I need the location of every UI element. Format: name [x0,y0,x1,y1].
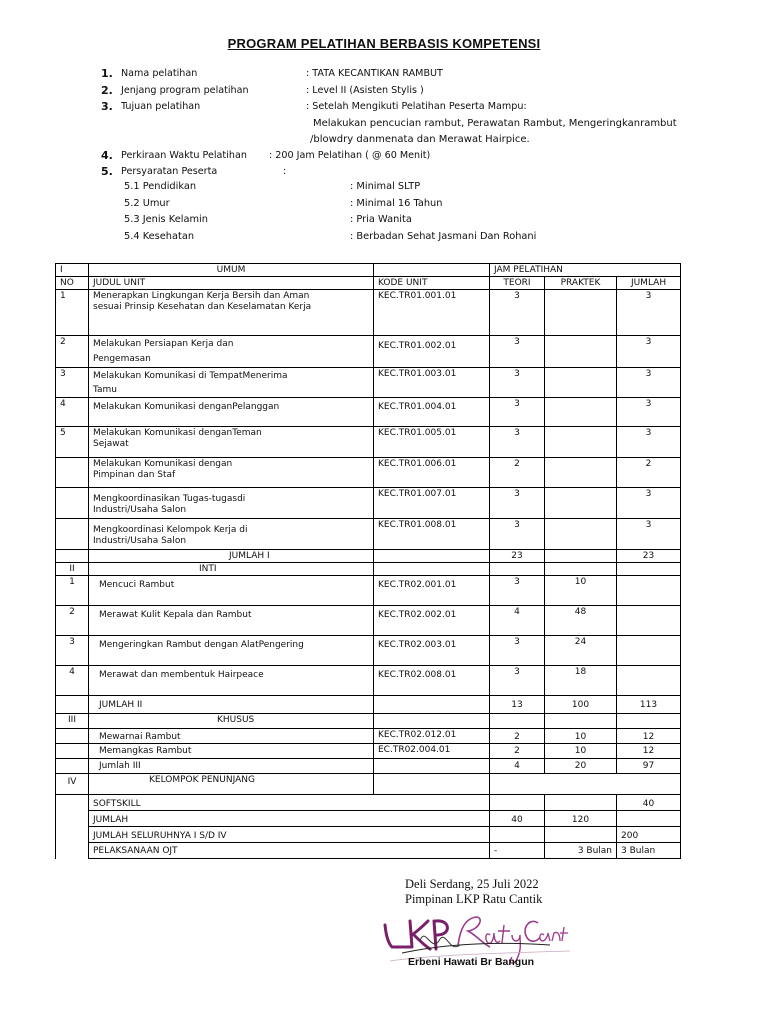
table-row [56,488,681,519]
section-number: III [56,714,89,729]
info-number: 3. [101,100,113,113]
summary-jumlah: 3 Bulan [617,843,681,859]
page-title: PROGRAM PELATIHAN BERBASIS KOMPETENSI [227,36,541,51]
table-row [56,427,681,458]
col-header-praktek: PRAKTEK [545,277,617,290]
persyaratan-value: : Minimal 16 Tahun [350,198,443,209]
row-teori: 4 [490,606,545,636]
row-teori: 3 [490,519,545,550]
row-teori: 3 [490,398,545,427]
info-value: : 200 Jam Pelatihan ( @ 60 Menit) [269,150,431,161]
row-jumlah: 12 [617,729,681,744]
info-item [101,66,701,82]
summary-praktek: 3 Bulan [545,843,617,859]
persyaratan-value: : Pria Wanita [350,214,412,225]
subtotal-jumlah: 23 [617,550,681,563]
persyaratan-label: 5.4 Kesehatan [124,231,195,242]
row-praktek: 10 [545,576,617,606]
subtotal-teori: 23 [490,550,545,563]
subtotal-row [56,550,681,563]
table-row [56,636,681,666]
row-no: 4 [56,398,89,427]
row-jumlah: 2 [617,458,681,488]
row-praktek [545,519,617,550]
info-item [101,99,701,115]
table-row [56,729,681,744]
row-judul: Melakukan Persiapan Kerja dan Pengemasan [89,336,374,368]
summary-teori [490,827,545,843]
row-praktek [545,427,617,458]
row-judul: Mengkoordinasi Kelompok Kerja di Industri/Usaha Salon [89,519,374,550]
section-title: INTI [89,563,374,576]
place-date: Deli Serdang, 25 Juli 2022 [405,877,539,891]
summary-teori: 40 [490,811,545,827]
row-teori: 3 [490,488,545,519]
row-praktek [545,488,617,519]
signatory-position: Pimpinan LKP Ratu Cantik [405,892,543,906]
row-teori: 3 [490,666,545,696]
info-item [101,164,701,180]
info-label: Perkiraan Waktu Pelatihan [121,150,247,161]
summary-label: JUMLAH SELURUHNYA I S/D IV [89,827,490,843]
row-praktek [545,290,617,336]
section-title: UMUM [89,264,374,277]
row-kode: KEC.TR02.008.01 [374,666,490,696]
subtotal-label: JUMLAH I [89,550,374,563]
row-judul: Melakukan Komunikasi denganPelanggan [89,398,374,427]
jam-pelatihan-header: JAM PELATIHAN [490,264,681,277]
subtotal-label: Jumlah III [89,759,374,774]
subtotal-jumlah: 113 [617,696,681,714]
row-kode: KEC.TR01.008.01 [374,519,490,550]
row-jumlah: 3 [617,336,681,368]
info-label: Persyaratan Peserta [121,166,218,177]
row-kode: KEC.TR01.003.01 [374,368,490,398]
info-value: : Setelah Mengikuti Pelatihan Peserta Mampu: [306,101,527,112]
row-jumlah: 3 [617,488,681,519]
summary-label: SOFTSKILL [89,795,490,811]
row-teori: 3 [490,368,545,398]
row-kode: EC.TR02.004.01 [374,744,490,759]
row-teori: 3 [490,576,545,606]
info-label: Tujuan pelatihan [121,101,201,112]
row-judul: Melakukan Komunikasi dengan Pimpinan dan Staf [89,458,374,488]
summary-row [56,795,681,811]
summary-row [56,811,681,827]
table-row [56,744,681,759]
row-judul: Mengkoordinasikan Tugas-tugasdi Industri/Usaha Salon [89,488,374,519]
row-no: 3 [56,368,89,398]
row-teori: 2 [490,729,545,744]
row-praktek [545,368,617,398]
row-kode: KEC.TR01.007.01 [374,488,490,519]
table-header-row [56,277,681,290]
row-praktek: 48 [545,606,617,636]
summary-teori [490,795,545,811]
row-praktek: 24 [545,636,617,666]
row-judul: Mencuci Rambut [89,576,374,606]
subtotal-praktek [545,550,617,563]
row-jumlah: 3 [617,290,681,336]
row-no: 1 [56,290,89,336]
section-number: I [56,264,89,277]
row-kode: KEC.TR01.001.01 [374,290,490,336]
row-teori: 2 [490,458,545,488]
info-number: 2. [101,84,113,97]
row-jumlah: 12 [617,744,681,759]
section-title: KHUSUS [89,714,374,729]
row-jumlah: 3 [617,398,681,427]
tujuan-line: Melakukan pencucian rambut, Perawatan Rambut, Mengeringkanrambut [313,118,677,129]
row-jumlah [617,636,681,666]
summary-jumlah: 40 [617,795,681,811]
subtotal-jumlah: 97 [617,759,681,774]
section-number: IV [56,774,89,795]
row-jumlah: 3 [617,519,681,550]
row-praktek: 10 [545,729,617,744]
subtotal-label: JUMLAH II [89,696,374,714]
tujuan-line: /blowdry danmenata dan Merawat Hairpice. [310,134,530,145]
section-row [56,563,681,576]
table-row [56,606,681,636]
persyaratan-label: 5.1 Pendidikan [124,181,197,192]
row-no: 2 [56,606,89,636]
row-kode: KEC.TR01.006.01 [374,458,490,488]
subtotal-row [56,696,681,714]
table-row [56,398,681,427]
row-judul: Melakukan Komunikasi denganTeman Sejawat [89,427,374,458]
row-judul: Mengeringkan Rambut dengan AlatPengering [89,636,374,666]
table-row [56,519,681,550]
info-item [101,148,701,164]
summary-jumlah [617,811,681,827]
row-no: 2 [56,336,89,368]
row-jumlah: 3 [617,368,681,398]
row-judul: Merawat dan membentuk Hairpeace [89,666,374,696]
row-jumlah [617,576,681,606]
row-teori: 2 [490,744,545,759]
section-title: KELOMPOK PENUNJANG [89,774,374,795]
summary-label: JUMLAH [89,811,490,827]
row-judul: Mewarnai Rambut [89,729,374,744]
row-no: 4 [56,666,89,696]
row-praktek [545,398,617,427]
col-header-judul: JUDUL UNIT [89,277,374,290]
summary-row [56,843,681,859]
table-row [56,368,681,398]
summary-row [56,827,681,843]
row-kode: KEC.TR02.012.01 [374,729,490,744]
row-kode: KEC.TR02.001.01 [374,576,490,606]
row-jumlah [617,606,681,636]
summary-praktek [545,827,617,843]
row-no: 3 [56,636,89,666]
info-label: Nama pelatihan [121,68,198,79]
summary-label: PELAKSANAAN OJT [89,843,490,859]
section-number: II [56,563,89,576]
row-jumlah: 3 [617,427,681,458]
row-judul: Melakukan Komunikasi di TempatMenerima Tamu [89,368,374,398]
subtotal-teori: 4 [490,759,545,774]
info-value: : Level II (Asisten Stylis ) [306,85,424,96]
info-value: : TATA KECANTIKAN RAMBUT [306,68,443,79]
col-header-no: NO [56,277,89,290]
summary-jumlah: 200 [617,827,681,843]
table-row [56,458,681,488]
info-number: 5. [101,165,113,178]
table-row [56,576,681,606]
row-judul: Memangkas Rambut [89,744,374,759]
table-header-row [56,264,681,277]
summary-teori: - [490,843,545,859]
row-judul: Merawat Kulit Kepala dan Rambut [89,606,374,636]
col-header-teori: TEORI [490,277,545,290]
row-judul: Menerapkan Lingkungan Kerja Bersih dan Aman sesuai Prinsip Kesehatan dan Keselamatan Kerja [89,290,374,336]
signatory-name: Erbeni Hawati Br Bangun [408,956,535,968]
persyaratan-value: : Berbadan Sehat Jasmani Dan Rohani [350,231,537,242]
row-teori: 3 [490,636,545,666]
row-kode: KEC.TR02.002.01 [374,606,490,636]
subtotal-praktek: 20 [545,759,617,774]
row-no [56,458,89,488]
info-number: 1. [101,67,113,80]
row-no [56,488,89,519]
row-teori: 3 [490,427,545,458]
row-kode: KEC.TR01.004.01 [374,398,490,427]
row-no: 5 [56,427,89,458]
table-row [56,290,681,336]
persyaratan-label: 5.3 Jenis Kelamin [124,214,208,225]
row-no [56,519,89,550]
info-number: 4. [101,149,113,162]
section-row [56,714,681,729]
table-row [56,666,681,696]
subtotal-teori: 13 [490,696,545,714]
row-jumlah [617,666,681,696]
row-kode: KEC.TR01.002.01 [374,336,490,368]
row-praktek: 10 [545,744,617,759]
table-row [56,336,681,368]
summary-praktek: 120 [545,811,617,827]
info-label: Jenjang program pelatihan [121,85,249,96]
row-teori: 3 [490,336,545,368]
col-header-jumlah: JUMLAH [617,277,681,290]
subtotal-praktek: 100 [545,696,617,714]
persyaratan-value: : Minimal SLTP [350,181,421,192]
section-row [56,774,681,795]
info-value: : [283,166,287,177]
row-kode: KEC.TR01.005.01 [374,427,490,458]
curriculum-table [55,263,681,859]
row-praktek [545,458,617,488]
signature-block [405,877,542,907]
summary-praktek [545,795,617,811]
row-teori: 3 [490,290,545,336]
row-praktek: 18 [545,666,617,696]
persyaratan-label: 5.2 Umur [124,198,170,209]
row-praktek [545,336,617,368]
row-no: 1 [56,576,89,606]
info-item [101,83,701,99]
subtotal-row [56,759,681,774]
col-header-kode: KODE UNIT [374,277,490,290]
row-kode: KEC.TR02.003.01 [374,636,490,666]
